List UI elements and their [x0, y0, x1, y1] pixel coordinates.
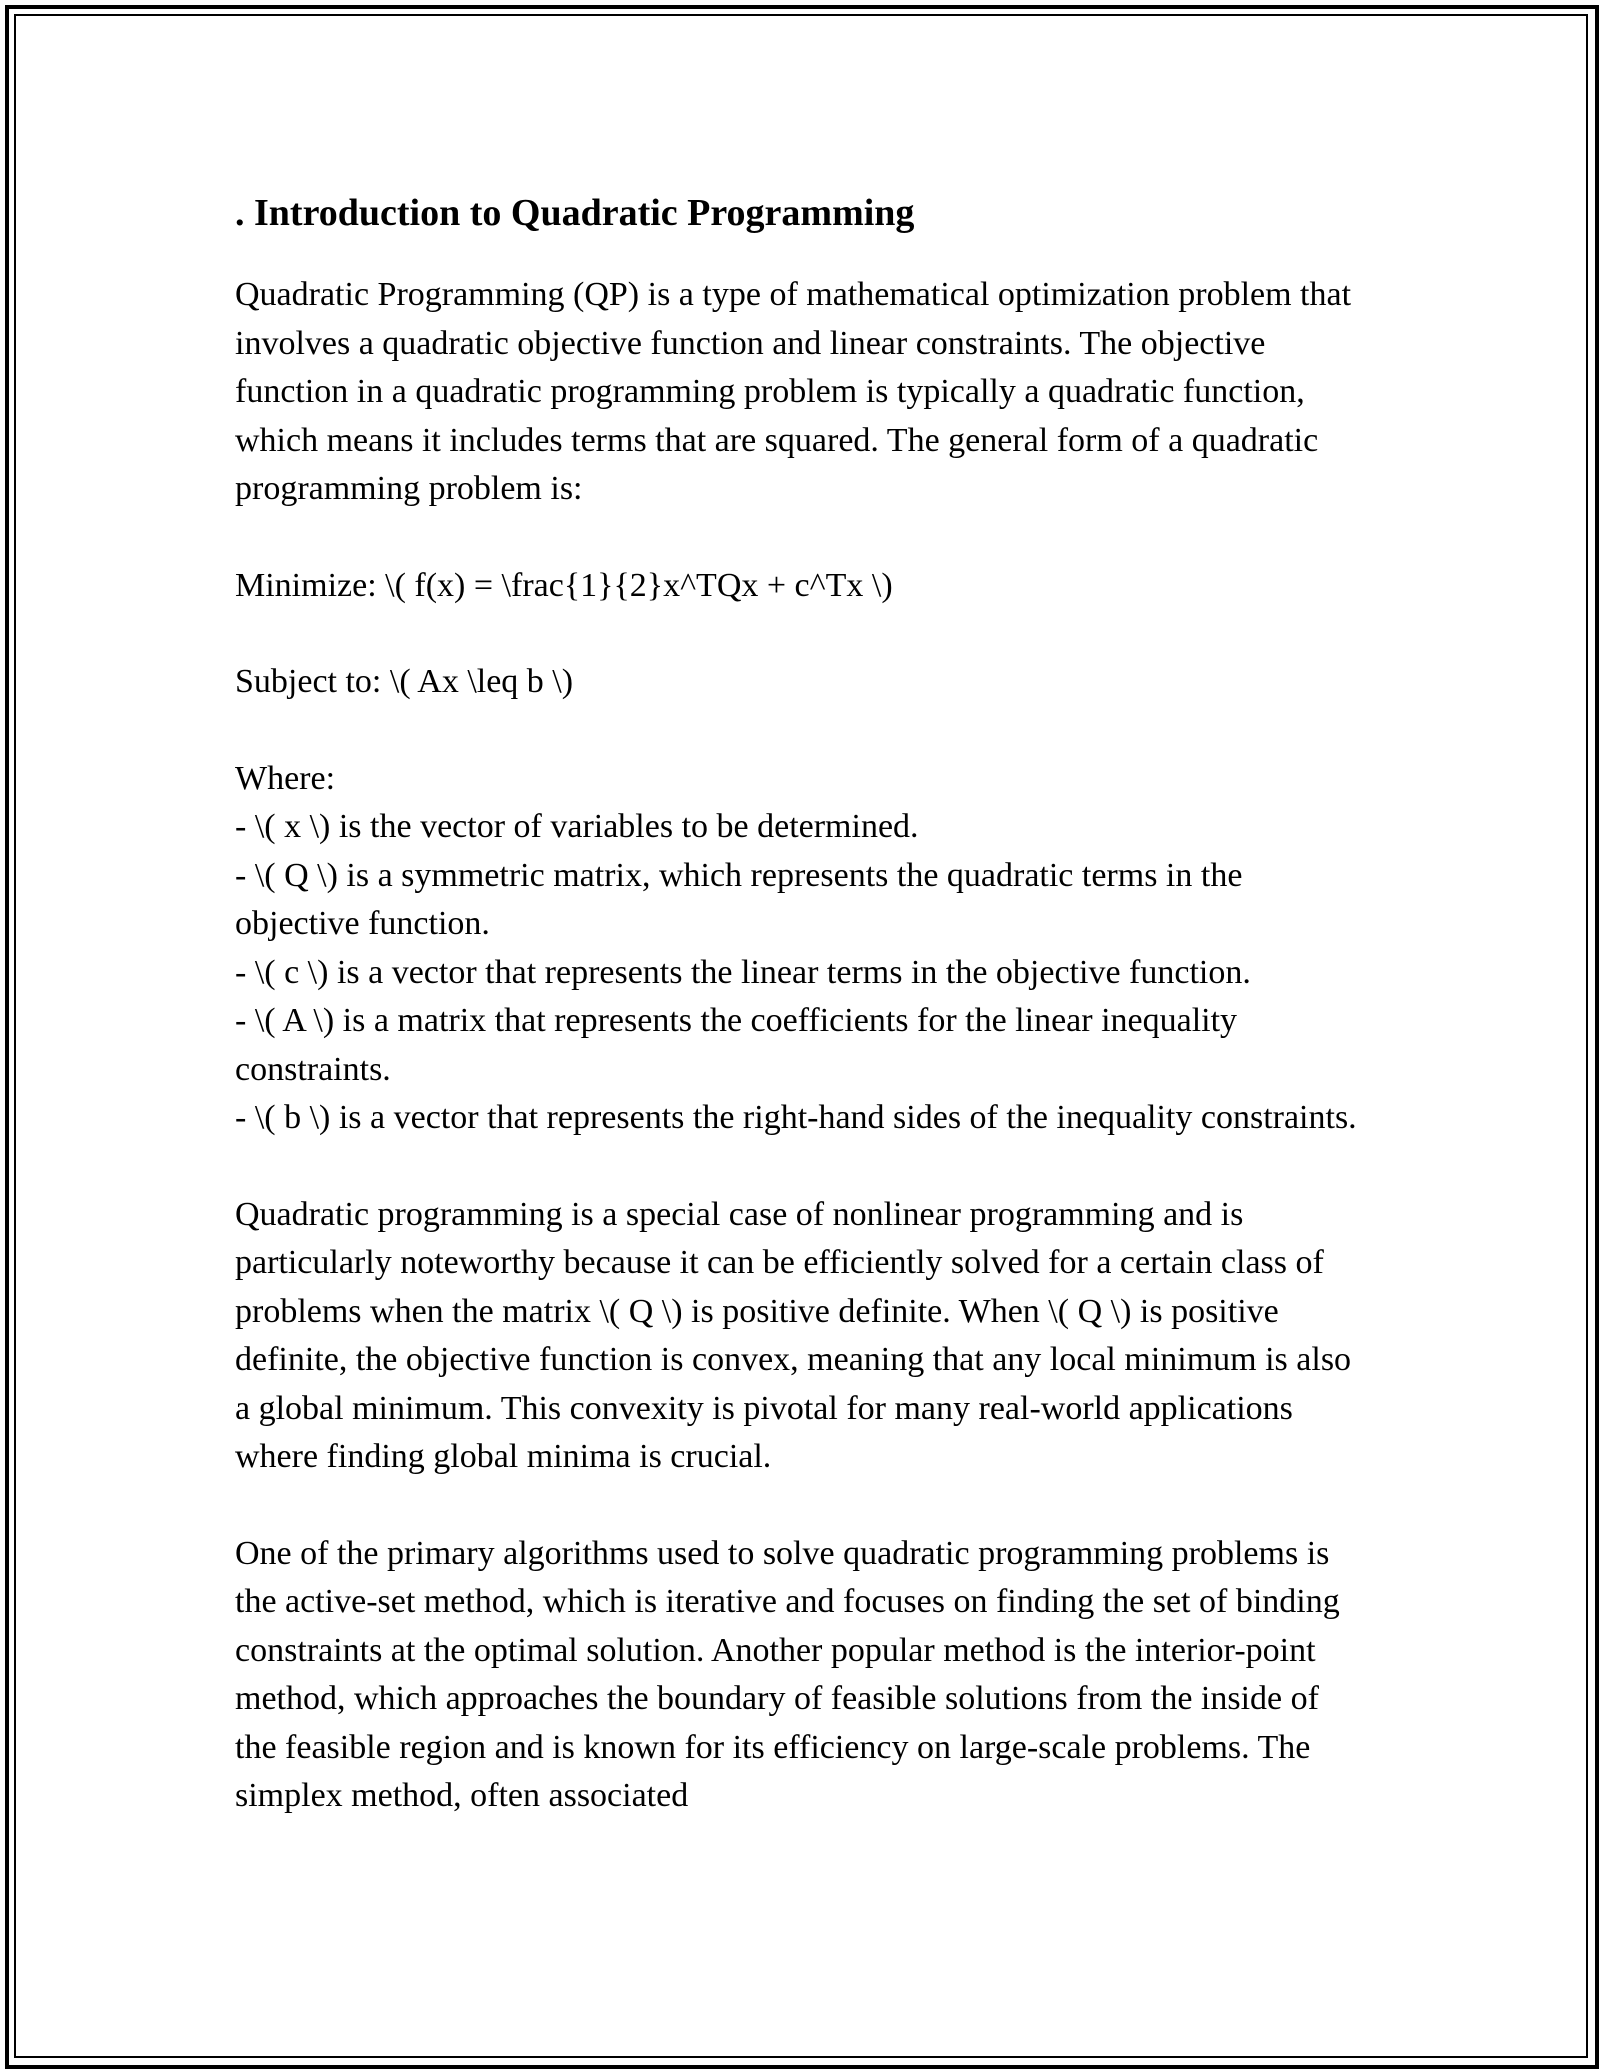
algorithms-paragraph: One of the primary algorithms used to solve quadratic programming problems is the active-set method, which is iterative and focuses on finding the set of binding constraints at the optimal solution. Another popular method is the interior-point method, which approaches the boundary of feasible solutions from the inside of the feasible region and is known for its efficiency on large-scale problems. The simplex method, often associated: [235, 1534, 1340, 1814]
where-heading: Where:: [235, 759, 336, 797]
where-list: [235, 755, 1365, 1143]
constraint-formula: Subject to: \( Ax \leq b \): [235, 663, 574, 700]
list-item: - \( A \) is a matrix that represents the coefficients for the linear inequality constraints.: [235, 1002, 1238, 1088]
list-item: - \( c \) is a vector that represents the linear terms in the objective function.: [235, 953, 1251, 991]
intro-paragraph: Quadratic Programming (QP) is a type of mathematical optimization problem that involves a quadratic objective function and linear constraints. The objective function in a quadratic programming problem is typically a quadratic function, which means it includes terms that are squared. The general form of a quadratic programming problem is:: [235, 276, 1352, 507]
section-title: . Introduction to Quadratic Programming: [235, 192, 915, 234]
list-item: - \( x \) is the vector of variables to be determined.: [235, 808, 919, 845]
document-body: [235, 185, 1365, 1869]
list-item: - \( b \) is a vector that represents the right-hand sides of the inequality constraints.: [235, 1099, 1357, 1136]
objective-formula: Minimize: \( f(x) = \frac{1}{2}x^TQx + c^Tx \): [235, 566, 893, 604]
list-item: - \( Q \) is a symmetric matrix, which represents the quadratic terms in the objective function.: [235, 856, 1243, 942]
convexity-paragraph: Quadratic programming is a special case of nonlinear programming and is particularly noteworthy because it can be efficiently solved for a certain class of problems when the matrix \( Q \) is positive definite. When \( Q \) is positive definite, the objective function is convex, meaning that any local minimum is also a global minimum. This convexity is pivotal for many real-world applications where finding global minima is crucial.: [235, 1195, 1352, 1475]
